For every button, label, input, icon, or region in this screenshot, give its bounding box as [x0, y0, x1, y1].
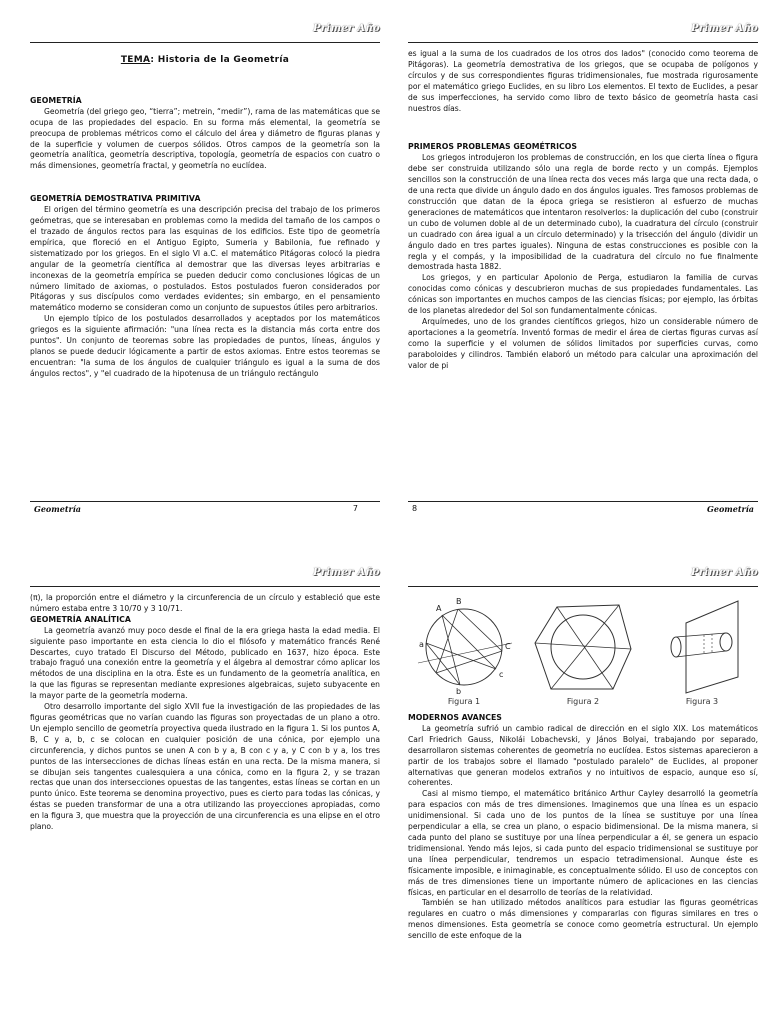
section-heading-geometria: GEOMETRÍA: [30, 95, 82, 105]
page-title: [30, 55, 380, 66]
paragraph: (π), la proporción entre el diámetro y la circunferencia de un círculo y estableció que este número estaba entre 3 10/70 y 3 10/71.: [30, 593, 380, 613]
paragraph: Casi al mismo tiempo, el matemático británico Arthur Cayley desarrolló la geometría para espacios con más de tres dimensiones. Imaginemos que una línea es un espacio unidimensional. Si cada uno de los puntos de la línea se sustituye por una línea perpendicular a ella, se crea un plano, o espacio bidimensional. De la misma manera, si cada punto del plano se sustituye por una línea perpendicular a él, se genera un espacio tridimensional. Yendo más lejos, si cada punto del espacio tridimensional se sustituye por una línea perpendicular, tendremos un espacio tetradimensional. Aunque éste es físicamente imposible, e inimaginable, es conceptualmente sólido. El uso de conceptos con más de tres dimensiones tiene un importante número de aplicaciones en las ciencias físicas, en particular en el desarrollo de teorías de la relatividad.: [408, 789, 758, 897]
projective-circle-icon: [408, 593, 520, 697]
page-body: [30, 587, 380, 833]
page-footer: [30, 501, 380, 516]
page-header: [408, 20, 758, 43]
paragraph: La geometría avanzó muy poco desde el final de la era griega hasta la edad media. El siguiente paso importante en esta ciencia lo dio el filósofo y matemático francés René Descartes, cuyo tratado El Discurso del Método, publicado en 1637, hizo época. Este trabajo fraguó una conexión entre la geometría y el álgebra al demostrar cómo aplicar los métodos de una disciplina en la otra. Éste es un fundamento de la geometría analítica, en la que las figuras se representan mediante expresiones algebraicas, sujeto subyacente en la mayor parte de la geometría moderna.: [30, 625, 380, 701]
section-heading-problemas: PRIMEROS PROBLEMAS GEOMÉTRICOS: [408, 142, 577, 152]
footer-title: Geometría: [34, 504, 81, 514]
figure-caption: Figura 3: [685, 697, 719, 706]
paragraph: Otro desarrollo importante del siglo XVII fue la investigación de las propiedades de las figuras geométricas que no varían cuando las figuras son proyectadas de un plano a otro. Un ejemplo sencillo de geometría proyectiva queda ilustrado en la figura 1. Si los puntos A, B, C y a, b, c se colocan en cualquier posición de una cónica, por ejemplo una circunferencia, y dichos puntos se unen A con b y a, B con c y a, y C con b y a, los tres puntos de las intersecciones de dichas líneas están en una recta. De la misma manera, si se dibujan seis tangentes cualesquiera a una cónica, como en la figura 2, y se trazan rectas que unan dos intersecciones opuestas de las tangentes, estas líneas se cortan en un punto único. Este teorema se denomina proyectivo, pues es cierto para todas las cónicas, y éstas se pueden transformar de una a otra utilizando las proyecciones apropiadas, como en la figura 3, que muestra que la proyección de una circunferencia es una elipse en el otro plano.: [30, 702, 380, 832]
page-footer: [408, 501, 758, 516]
spacer: [408, 114, 758, 142]
page-number: 7: [352, 504, 358, 513]
section-heading-analitica: GEOMETRÍA ANALÍTICA: [30, 614, 131, 624]
page-header: [30, 564, 380, 587]
page-header: [408, 564, 758, 587]
figure-caption: Figura 1: [447, 697, 481, 706]
header-title: Primer Año: [313, 23, 380, 34]
paragraph: Arquímedes, uno de los grandes científicos griegos, hizo un considerable número de aportaciones a la geometría. Inventó formas de medir el área de ciertas figuras curvas así como la superficie y el volumen de sólidos limitados por superficies curvas, como paraboloides y cilindros. También elaboró un método para calcular una aproximación del valor de pi: [408, 316, 758, 370]
page-body: [408, 43, 758, 371]
label-b: b: [456, 687, 462, 696]
figure-2: [527, 593, 639, 711]
label-a: a: [419, 640, 424, 649]
page-header: [30, 20, 380, 43]
section-heading-demostrativa: GEOMETRÍA DEMOSTRATIVA PRIMITIVA: [30, 194, 201, 204]
paragraph: Un ejemplo típico de los postulados desarrollados y aceptados por los matemáticos griegos es la siguiente afirmación: "una línea recta es la distancia más corta entre dos puntos". Un conjunto de teoremas sobre las propiedades de puntos, líneas, ángulos y planos se puede deducir lógicamente a partir de estos axiomas. Entre estos teoremas se encuentran: "la suma de los ángulos de cualquier triángulo es igual a la suma de dos ángulos rectos", y "el cuadrado de la hipotenusa de un triángulo rectángulo: [30, 314, 380, 378]
paragraph: es igual a la suma de los cuadrados de los otros dos lados" (conocido como teorema de Pitágoras). La geometría demostrativa de los griegos, que se ocupaba de polígonos y círculos y de sus correspondientes figuras tridimensionales, fue mostrada rigurosamente por el matemático griego Euclides, en su libro Los elementos. El texto de Euclides, a pesar de sus imperfecciones, ha servido como libro de texto básico de geometría hasta casi nuestros días.: [408, 49, 758, 113]
page-9: [30, 564, 380, 1024]
page-7: [30, 20, 380, 516]
paragraph: Los griegos introdujeron los problemas de construcción, en los que cierta línea o figura debe ser construida utilizando sólo una regla de borde recto y un compás. Ejemplos sencillos son la construcción de una línea recta dos veces más larga que una recta dada, o de una recta que divide un ángulo dado en dos ángulos iguales. Tres famosos problemas de construcción que datan de la época griega se resistieron al esfuerzo de muchas generaciones de matemáticos que intentaron resolverlos: la duplicación del cubo (construir un cubo de volumen doble al de un determinado cubo), la cuadratura del círculo (construir un cuadrado con área igual a un círculo determinado) y la trisección del ángulo (dividir un ángulo dado en tres partes iguales). Ninguna de estas construcciones es posible con la regla y el compás, y la imposibilidad de la cuadratura del círculo no fue finalmente demostrada hasta 1882.: [408, 153, 758, 272]
header-title: Primer Año: [691, 567, 758, 578]
page-number: 8: [412, 504, 418, 513]
tangent-hexagon-icon: [527, 593, 639, 697]
figure-3: [646, 593, 758, 711]
spacer: [30, 172, 380, 194]
page-8: [408, 20, 758, 516]
header-title: Primer Año: [313, 567, 380, 578]
page-body: [30, 43, 380, 380]
footer-title: Geometría: [707, 504, 754, 514]
label-c: c: [499, 670, 504, 679]
paragraph: Los griegos, y en particular Apolonio de Perga, estudiaron la familia de curvas conocidas como cónicas y descubrieron muchas de sus propiedades fundamentales. Las cónicas son importantes en muchos campos de las ciencias físicas; por ejemplo, las órbitas de los planetas alrededor del Sol son fundamentalmente cónicas.: [408, 273, 758, 316]
page-10: [408, 564, 758, 1024]
paragraph: Geometría (del griego geo, “tierra”; metrein, “medir”), rama de las matemáticas que se ocupa de las propiedades del espacio. En su forma más elemental, la geometría se preocupa de problemas métricos como el cálculo del área y diámetro de figuras planas y de la superficie y volumen de cuerpos sólidos. Otros campos de la geometría son la geometría analítica, geometría descriptiva, topología, geometría de espacios con cuatro o más dimensiones, geometría fractal, y geometría no euclídea.: [30, 106, 380, 171]
label-B: B: [456, 597, 462, 606]
figure-1: [408, 593, 520, 711]
projection-cone-icon: [646, 593, 758, 697]
paragraph: La geometría sufrió un cambio radical de dirección en el siglo XIX. Los matemáticos Carl Friedrich Gauss, Nikolái Lobachevski, y János Bolyai, trabajando por separado, desarrollaron sistemas coherentes de geometría no euclídea. Estos sistemas aparecieron a partir de los trabajos sobre el llamado "postulado paralelo" de Euclides, al proponer alternativas que generan modelos extraños y no intuitivos de espacio, aunque eso sí, coherentes.: [408, 723, 758, 788]
section-heading-modernos: MODERNOS AVANCES: [408, 713, 502, 722]
paragraph: También se han utilizado métodos analíticos para estudiar las figuras geométricas regulares en cuatro o más dimensiones y compararlas con figuras similares en tres o menos dimensiones. Esta geometría se conoce como geometría estructural. Un ejemplo sencillo de este enfoque de la: [408, 898, 758, 941]
paragraph: El origen del término geometría es una descripción precisa del trabajo de los primeros geómetras, que se interesaban en problemas como la medida del tamaño de los campos o el trazado de ángulos rectos para las esquinas de los edificios. Este tipo de geometría empírica, que floreció en el Antiguo Egipto, Sumeria y Babilonia, fue refinado y sistematizado por los griegos. En el siglo VI a.C. el matemático Pitágoras colocó la piedra angular de la geometría científica al demostrar que las diversas leyes arbitrarias e inconexas de la geometría empírica se pueden deducir como conclusiones lógicas de un número limitado de axiomas, o postulados. Estos postulados fueron considerados por Pitágoras y sus discípulos como verdades evidentes; sin embargo, en el pensamiento matemático moderno se consideran como un conjunto de supuestos útiles pero arbitrarios.: [30, 205, 380, 313]
tema-title: : Historia de la Geometría: [150, 55, 290, 65]
label-A: A: [436, 604, 442, 613]
label-C: C: [505, 642, 511, 651]
header-title: Primer Año: [691, 23, 758, 34]
tema-label: TEMA: [120, 55, 151, 65]
figure-caption: Figura 2: [566, 697, 600, 706]
figures-row: [408, 593, 758, 711]
page-body: [408, 711, 758, 942]
